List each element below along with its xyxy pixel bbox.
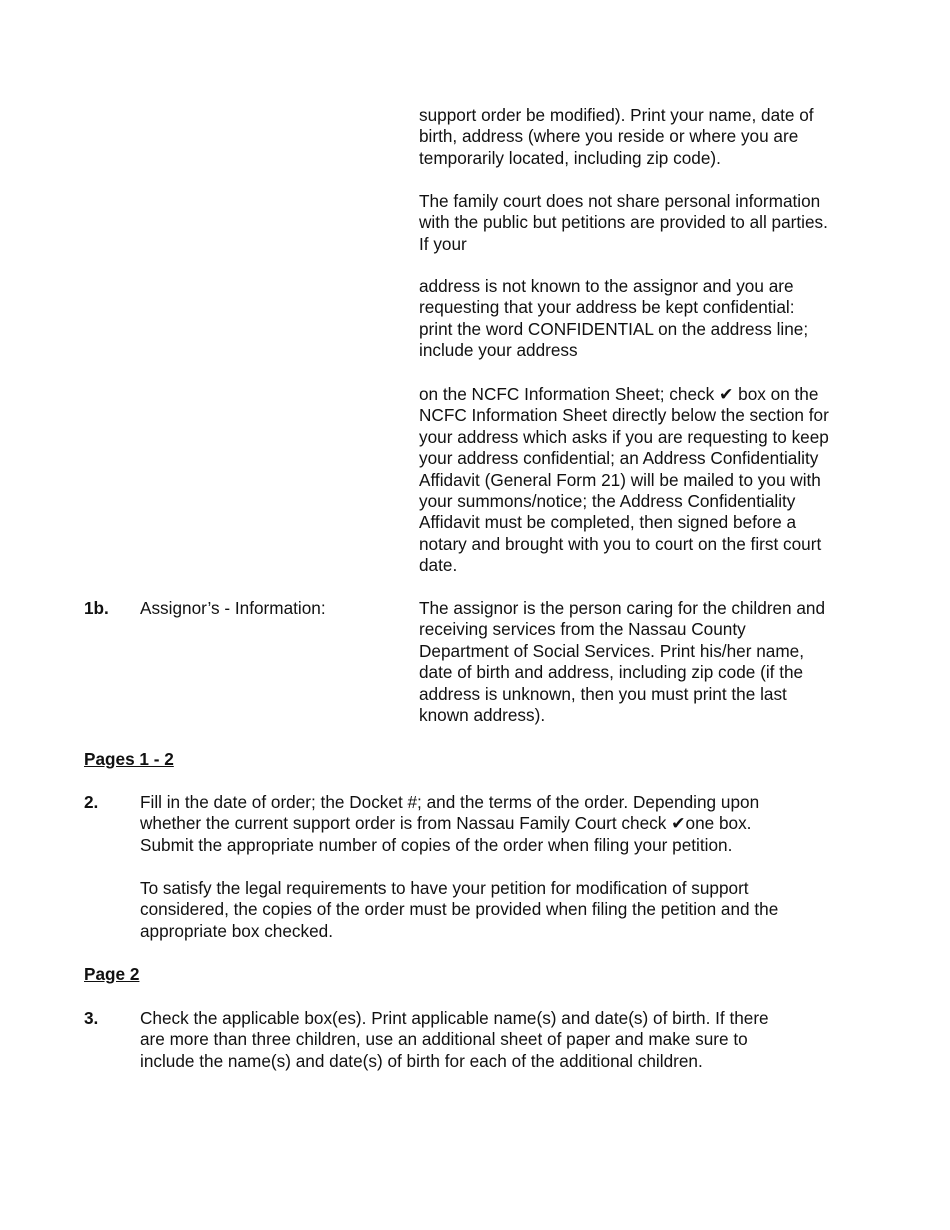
intro-paragraph-2: The family court does not share personal information with the public but petitions are provided to all parties. If your (419, 191, 828, 254)
intro-paragraph-1: support order be modified). Print your name, date of birth, address (where you reside or where you are temporarily located, including zip code). (419, 105, 814, 168)
intro-paragraph-3: address is not known to the assignor and you are requesting that your address be kept confidential: print the word CONFIDENTIAL on the address line; include your address (419, 276, 809, 361)
item-1b-text: The assignor is the person caring for the children and receiving services from the Nassau County Department of Social Services. Print his/her name, date of birth and address, including zip code (if the address is unknown, then you must print the last known address). (419, 598, 826, 726)
item-3-number: 3. (84, 1008, 99, 1028)
section-heading-page-2: Page 2 (84, 964, 140, 984)
item-1b-number: 1b. (84, 598, 109, 618)
item-2-paragraph-2: To satisfy the legal requirements to have your petition for modification of support considered, the copies of the order must be provided when filing the petition and the appropriate box checked. (140, 878, 779, 941)
item-2-paragraph-1: Fill in the date of order; the Docket #; and the terms of the order. Depending upon whether the current support order is from Nassau Family Court check ✔one box. Submit the appropriate number of copies of the order when filing your petition. (140, 792, 760, 855)
section-heading-pages-1-2: Pages 1 - 2 (84, 749, 174, 769)
item-1b-label: Assignor’s - Information: (140, 598, 326, 618)
intro-paragraph-4: on the NCFC Information Sheet; check ✔ box on the NCFC Information Sheet directly below the section for your address which asks if you are requesting to keep your address confidential; an Address Confidentiality Affidavit (General Form 21) will be mailed to you with your summons/notice; the Address Confidentiality Affidavit must be completed, then signed before a notary and brought with you to court on the first court date. (419, 384, 829, 576)
item-2-number: 2. (84, 792, 99, 812)
item-3-text: Check the applicable box(es). Print applicable name(s) and date(s) of birth. If there are more than three children, use an additional sheet of paper and make sure to include the name(s) and date(s) of birth for each of the additional children. (140, 1008, 769, 1071)
